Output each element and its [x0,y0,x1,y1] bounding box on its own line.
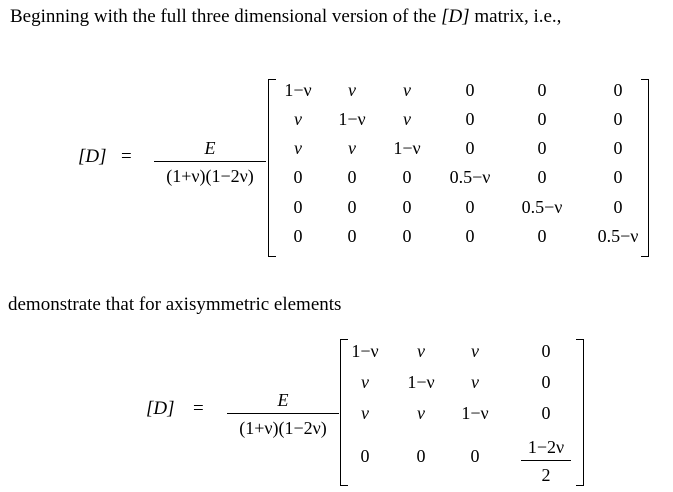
eq1-frac-bar [154,161,266,162]
eq2-frac-num: E [277,390,289,410]
eq2-cell-r1-c1: 1−ν [351,341,379,361]
eq2-cell-r3-c2: ν [417,403,425,423]
eq1-cell-r4-c3: 0 [402,167,412,187]
eq1-cell-r2-c4: 0 [465,109,475,129]
eq1-cell-r5-c5: 0.5−ν [521,197,563,217]
eq1-equals: = [121,146,132,167]
eq1-cell-r6-c2: 0 [347,226,357,246]
eq2-cell-r2-c1: ν [361,372,369,392]
eq2-fraction [227,389,339,439]
eq1-cell-r1-c6: 0 [613,80,623,100]
eq2-right-bracket [576,339,584,486]
eq1-cell-r2-c3: ν [403,109,411,129]
eq2-lhs: [D] [146,398,175,419]
eq1-cell-r6-c3: 0 [402,226,412,246]
eq2-cell-r1-c2: ν [417,341,425,361]
eq1-cell-r1-c2: ν [348,80,356,100]
intro-text: Beginning with the full three dimensional version of the [10,6,437,27]
eq1-cell-r4-c6: 0 [613,167,623,187]
eq1-cell-r2-c2: 1−ν [338,109,366,129]
eq1-cell-r1-c5: 0 [537,80,547,100]
eq2-cell-r4-c3: 0 [470,446,480,466]
middle-sentence: demonstrate that for axisymmetric elements [8,294,342,315]
eq2-cell-r4-c2: 0 [416,446,426,466]
eq2-cell-r3-c1: ν [361,403,369,423]
eq1-cell-r3-c2: ν [348,138,356,158]
eq1-cell-r6-c4: 0 [465,226,475,246]
eq1-cell-r2-c1: ν [294,109,302,129]
eq2-cell-r2-c2: 1−ν [407,372,435,392]
eq2-last-bar [521,460,571,461]
eq1-cell-r2-c5: 0 [537,109,547,129]
eq1-cell-r2-c6: 0 [613,109,623,129]
eq1-cell-r3-c3: 1−ν [393,138,421,158]
eq2-left-bracket [340,339,348,486]
eq1-cell-r5-c1: 0 [293,197,303,217]
eq1-right-bracket [641,79,649,257]
eq2-cell-r1-c4: 0 [541,341,551,361]
eq2-last-den: 2 [541,465,551,485]
eq1-left-bracket [268,79,276,257]
eq1-cell-r5-c4: 0 [465,197,475,217]
eq1-cell-r4-c2: 0 [347,167,357,187]
eq2-cell-r2-c4: 0 [541,372,551,392]
eq1-cell-r4-c4: 0.5−ν [449,167,491,187]
eq1-cell-r3-c1: ν [294,138,302,158]
eq1-cell-r6-c6: 0.5−ν [597,226,639,246]
eq2-cell-r3-c4: 0 [541,403,551,423]
eq1-cell-r6-c1: 0 [293,226,303,246]
eq1-frac-den: (1+ν)(1−2ν) [166,166,254,186]
eq1-cell-r5-c6: 0 [613,197,623,217]
intro-matrix-symbol: [D] [441,6,470,27]
eq1-cell-r1-c3: ν [403,80,411,100]
eq2-last-num: 1−2ν [527,437,565,457]
eq2-cell-r4-c1: 0 [360,446,370,466]
eq1-lhs: [D] [78,146,107,167]
eq1-cell-r3-c6: 0 [613,138,623,158]
eq1-cell-r4-c5: 0 [537,167,547,187]
eq2-frac-bar [227,413,339,414]
intro-suffix: matrix, i.e., [469,6,562,27]
eq2-equals: = [193,398,204,419]
eq2-cell-r3-c3: 1−ν [461,403,489,423]
eq1-cell-r1-c4: 0 [465,80,475,100]
eq1-cell-r6-c5: 0 [537,226,547,246]
eq1-cell-r3-c5: 0 [537,138,547,158]
eq1-fraction [154,137,266,187]
eq1-frac-num: E [204,138,216,158]
eq2-cell-r2-c3: ν [471,372,479,392]
eq1-cell-r5-c3: 0 [402,197,412,217]
eq1-cell-r3-c4: 0 [465,138,475,158]
eq2-cell-r1-c3: ν [471,341,479,361]
eq2-last-fraction [521,436,571,486]
eq1-cell-r4-c1: 0 [293,167,303,187]
intro-sentence [10,6,561,28]
eq2-frac-den: (1+ν)(1−2ν) [239,418,327,438]
eq1-cell-r1-c1: 1−ν [284,80,312,100]
eq1-cell-r5-c2: 0 [347,197,357,217]
